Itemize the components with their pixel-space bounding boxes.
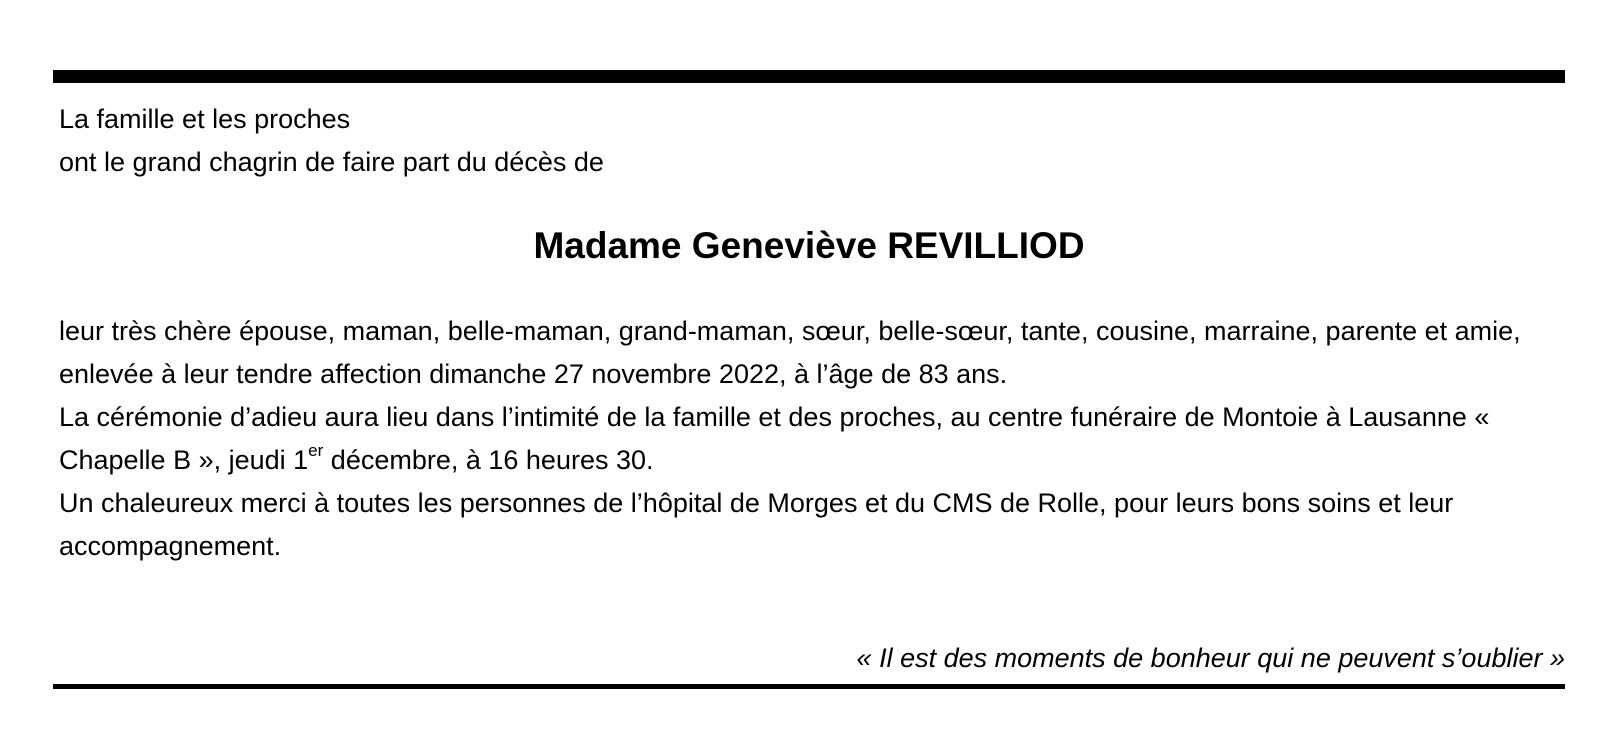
ceremony-text-end: décembre, à 16 heures 30.: [323, 445, 654, 475]
deceased-name: Madame Geneviève REVILLIOD: [533, 225, 1085, 266]
intro-text: [59, 98, 1565, 184]
thanks-paragraph: Un chaleureux merci à toutes les personnes de l’hôpital de Morges et du CMS de Rolle, pour leurs bons soins et leur accompagnement.: [59, 488, 1454, 561]
notice-body: [59, 310, 1565, 568]
bottom-rule: [53, 684, 1565, 689]
intro-line-1: La famille et les proches: [59, 104, 351, 134]
ceremony-paragraph: [59, 396, 1565, 482]
intro-line-2: ont le grand chagrin de faire part du décès de: [59, 147, 604, 177]
relationship-paragraph: leur très chère épouse, maman, belle-maman, grand-maman, sœur, belle-sœur, tante, cousine, marraine, parente et amie, enlevée à leur tendre affection dimanche 27 novembre 2022, à l’âge de 83 ans.: [59, 316, 1521, 389]
ordinal-superscript: er: [308, 441, 324, 460]
obituary-notice: [53, 70, 1565, 568]
closing-quote: « Il est des moments de bonheur qui ne peuvent s’oublier »: [856, 643, 1565, 673]
ceremony-text-start: La cérémonie d’adieu aura lieu dans l’intimité de la famille et des proches, au centre funéraire de Montoie à Lausanne « Chapelle B », jeudi 1: [59, 402, 1490, 475]
top-rule: [53, 70, 1565, 83]
